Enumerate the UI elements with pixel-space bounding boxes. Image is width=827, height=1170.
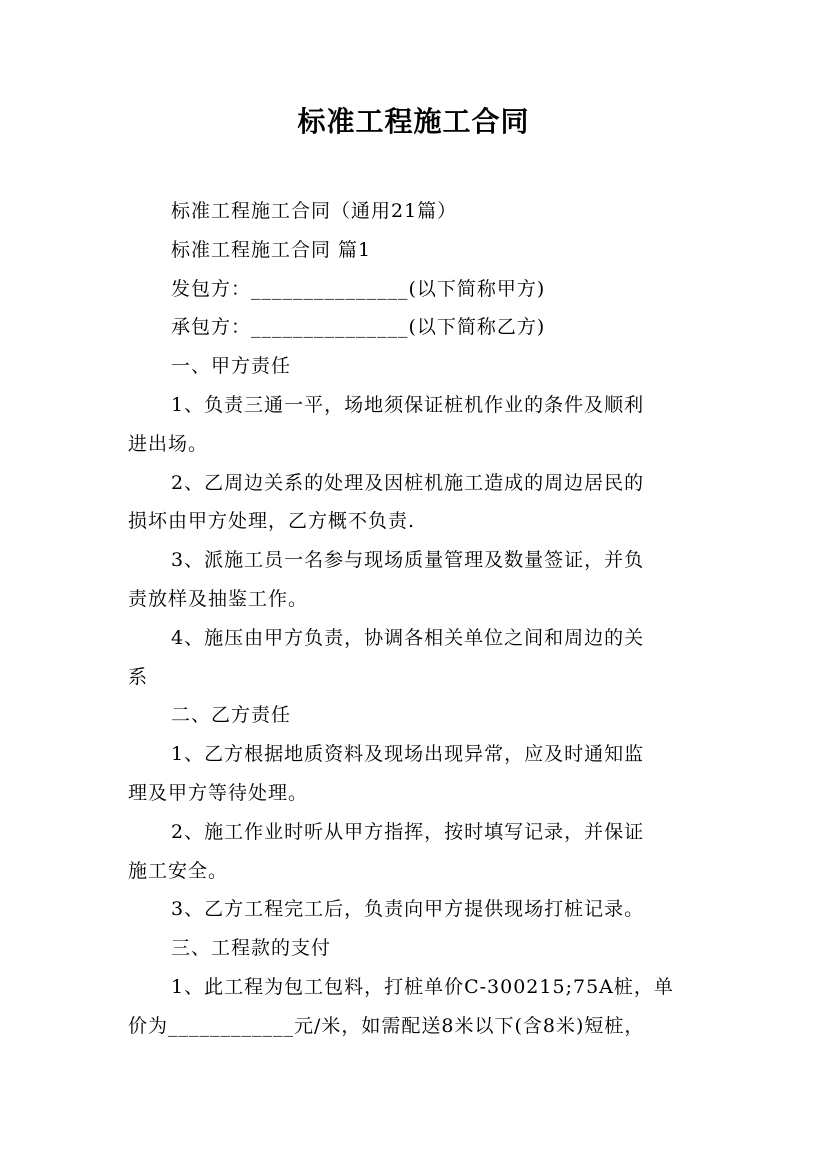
text-line: 系: [128, 666, 149, 688]
section-heading: 二、乙方责任: [171, 704, 292, 726]
section-heading: 一、甲方责任: [171, 355, 292, 377]
text-line: 损坏由甲方处理，乙方概不负责.: [128, 510, 416, 532]
text-line: 标准工程施工合同（通用21篇）: [171, 200, 458, 222]
text-line: 承包方：_______________(以下简称乙方): [171, 316, 546, 338]
section-heading: 三、工程款的支付: [171, 937, 332, 959]
text-line: 3、乙方工程完工后，负责向甲方提供现场打桩记录。: [171, 898, 645, 920]
text-line: 1、负责三通一平，场地须保证桩机作业的条件及顺利: [171, 394, 645, 416]
text-line: 理及甲方等待处理。: [128, 782, 309, 804]
text-line: 1、此工程为包工包料，打桩单价C-300215;75A桩，单: [171, 976, 674, 998]
text-line: 标准工程施工合同 篇1: [171, 239, 372, 261]
text-line: 1、乙方根据地质资料及现场出现异常，应及时通知监: [171, 743, 645, 765]
text-line: 3、派施工员一名参与现场质量管理及数量签证，并负: [171, 549, 645, 571]
text-line: 2、施工作业时听从甲方指挥，按时填写记录，并保证: [171, 821, 645, 843]
text-line: 进出场。: [128, 433, 209, 455]
text-line: 价为____________元/米，如需配送8米以下(含8米)短桩，: [128, 1015, 645, 1037]
text-line: 责放样及抽鉴工作。: [128, 588, 309, 610]
text-line: 施工安全。: [128, 860, 229, 882]
text-line: 发包方：_______________(以下简称甲方): [171, 278, 546, 300]
text-line: 2、乙周边关系的处理及因桩机施工造成的周边居民的: [171, 472, 645, 494]
text-line: 4、施压由甲方负责，协调各相关单位之间和周边的关: [171, 627, 645, 649]
document-title: 标准工程施工合同: [297, 105, 530, 138]
